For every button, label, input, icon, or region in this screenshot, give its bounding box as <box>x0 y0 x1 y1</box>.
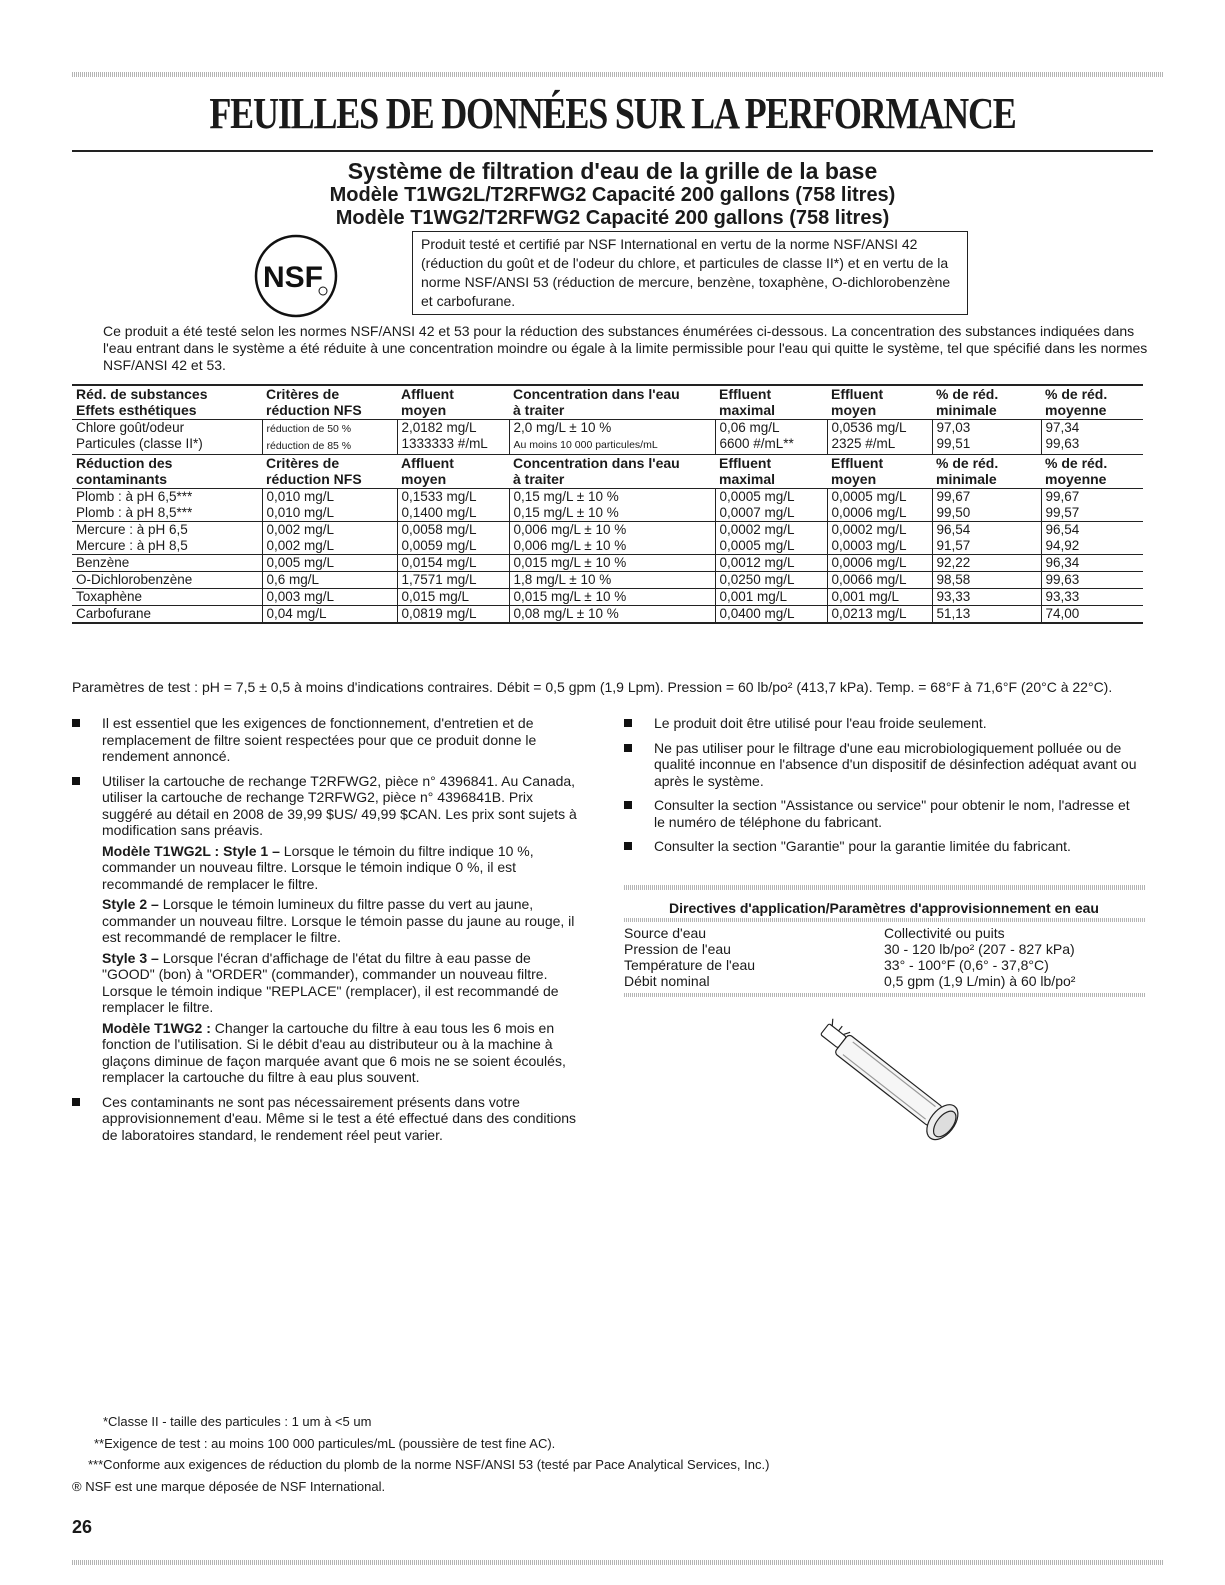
table-cell: 98,58 <box>932 572 1041 589</box>
table-cell: 0,0819 mg/L <box>397 606 509 624</box>
top-dotted-rule <box>72 72 1163 77</box>
table-cell: 96,34 <box>1041 555 1143 572</box>
bullet-icon <box>624 719 632 727</box>
table-cell: 0,003 mg/L <box>262 589 397 606</box>
table-cell: 0,015 mg/L <box>397 589 509 606</box>
table-cell: 0,04 mg/L <box>262 606 397 624</box>
directives-top-rule <box>624 885 1145 890</box>
table-cell: 0,0002 mg/L 0,0005 mg/L <box>715 522 827 555</box>
table-cell: 97,03 99,51 <box>932 420 1041 455</box>
bullet-icon <box>72 777 80 785</box>
table-row <box>72 589 1143 606</box>
footnote-3: ***Conforme aux exigences de réduction du plomb de la norme NSF/ANSI 53 (testé par Pace Analytical Services, Inc.) <box>88 1457 770 1472</box>
table-header-contaminants <box>72 455 1143 489</box>
table-cell: 92,22 <box>932 555 1041 572</box>
column-header: Affluent moyen <box>397 385 509 420</box>
table-cell: 93,33 <box>1041 589 1143 606</box>
table-cell: 51,13 <box>932 606 1041 624</box>
table-cell: 0,0005 mg/L 0,0007 mg/L <box>715 489 827 522</box>
table-row <box>72 555 1143 572</box>
performance-table <box>72 384 1143 624</box>
table-cell: Plomb : à pH 6,5*** Plomb : à pH 8,5*** <box>72 489 262 522</box>
table-cell: 0,0536 mg/L 2325 #/mL <box>827 420 932 455</box>
list-item: Consulter la section "Assistance ou service" pour obtenir le nom, l'adresse et le numéro de téléphone du fabricant. <box>624 797 1144 830</box>
table-cell: 0,010 mg/L 0,010 mg/L <box>262 489 397 522</box>
left-column <box>72 715 587 1151</box>
bullet-icon <box>72 719 80 727</box>
right-column <box>624 715 1144 863</box>
table-cell: 2,0182 mg/L 1333333 #/mL <box>397 420 509 455</box>
table-row <box>72 489 1143 522</box>
table-cell: 0,0005 mg/L 0,0006 mg/L <box>827 489 932 522</box>
table-row <box>72 606 1143 624</box>
bottom-dotted-rule <box>72 1560 1163 1565</box>
table-row <box>72 522 1143 555</box>
bullet-icon <box>624 801 632 809</box>
table-cell: O-Dichlorobenzène <box>72 572 262 589</box>
directives-table <box>624 925 1144 989</box>
table-cell: 74,00 <box>1041 606 1143 624</box>
table-cell: 1,8 mg/L ± 10 % <box>509 572 715 589</box>
table-cell: 0,002 mg/L 0,002 mg/L <box>262 522 397 555</box>
table-cell: Benzène <box>72 555 262 572</box>
title-rule <box>72 150 1153 152</box>
table-cell: 0,0058 mg/L 0,0059 mg/L <box>397 522 509 555</box>
table-cell: 0,015 mg/L ± 10 % <box>509 589 715 606</box>
table-cell: 0,0006 mg/L <box>827 555 932 572</box>
directive-row: Débit nominal 0,5 gpm (1,9 L/min) à 60 lb/po² <box>624 973 1076 989</box>
nsf-logo-text: NSF <box>263 261 323 294</box>
system-subtitle: Système de filtration d'eau de la grille de la base <box>347 158 878 184</box>
certification-box: Produit testé et certifié par NSF International en vertu de la norme NSF/ANSI 42 (réduction du goût et de l'odeur du chlore, et particules de classe II*) et en vertu de la norme NSF/ANSI 53 (réduction de mercure, benzène, toxaphène, O-dichlorobenzène et carbofurane. <box>412 231 968 315</box>
column-header: % de réd. moyenne <box>1041 455 1143 489</box>
filter-cartridge-icon <box>790 1010 980 1170</box>
directives-sub-rule <box>624 918 1145 922</box>
column-header: Affluent moyen <box>397 455 509 489</box>
column-header: Critères de réduction NFS <box>262 455 397 489</box>
model-line-1: Modèle T1WG2L/T2RFWG2 Capacité 200 gallons (758 litres) <box>329 184 896 206</box>
list-item: Il est essentiel que les exigences de fonctionnement, d'entretien et de remplacement de filtre soient respectées pour que ce produit donne le rendement annoncé. <box>72 715 587 765</box>
table-cell: Mercure : à pH 6,5 Mercure : à pH 8,5 <box>72 522 262 555</box>
column-header: Réduction des contaminants <box>72 455 262 489</box>
bullet-icon <box>72 1098 80 1106</box>
list-item: Ne pas utiliser pour le filtrage d'une eau microbiologiquement polluée ou de qualité inconnue en l'absence d'un dispositif de désinfection adéquat avant ou après le système. <box>624 740 1144 790</box>
directives-title: Directives d'application/Paramètres d'approvisionnement en eau <box>669 900 1099 916</box>
table-cell: 97,34 99,63 <box>1041 420 1143 455</box>
table-cell: 0,006 mg/L ± 10 % 0,006 mg/L ± 10 % <box>509 522 715 555</box>
bullet-icon <box>624 842 632 850</box>
table-cell: 0,15 mg/L ± 10 % 0,15 mg/L ± 10 % <box>509 489 715 522</box>
table-cell: 0,1533 mg/L 0,1400 mg/L <box>397 489 509 522</box>
table-cell: 93,33 <box>932 589 1041 606</box>
table-cell: Chlore goût/odeur Particules (classe II*) <box>72 420 262 455</box>
table-cell: 0,0154 mg/L <box>397 555 509 572</box>
list-item: Utiliser la cartouche de rechange T2RFWG2, pièce n° 4396841. Au Canada, utiliser la cartouche de rechange T2RFWG2, pièce n° 4396841B. Prix suggéré au détail en 2008 de 39,99 $US/ 49,99 $CAN. Les prix sont sujets à modification sans préavis. Modèle T1WG2L : Style 1 – Lorsque le témoin du filtre indique 10 %, commander un nouveau filtre. Lorsque le témoin indique 0 %, il est recommandé de remplacer le filtre. Style 2 – Lorsque le témoin lumineux du filtre passe du vert au jaune, commander un nouveau filtre. Lorsque le témoin passe du jaune au rouge, il est recommandé de remplacer le filtre. Style 3 – Lorsque l'écran d'affichage de l'état du filtre à eau passe de "GOOD" (bon) à "ORDER" (commander), commander un nouveau filtre. Lorsque le témoin indique "REPLACE" (remplacer), il est recommandé de remplacer le filtre. Modèle T1WG2 : Changer la cartouche du filtre à eau tous les 6 mois en fonction de l'utilisation. Si le débit d'eau au distributeur ou à la machine à glaçons diminue de façon marquée avant que 6 mois ne se soient écoulés, remplacer la cartouche du filtre à eau plus souvent. <box>72 773 587 1086</box>
table-cell: 0,005 mg/L <box>262 555 397 572</box>
column-header: Réd. de substances Effets esthétiques <box>72 385 262 420</box>
table-row <box>72 420 1143 455</box>
list-item: Ces contaminants ne sont pas nécessairement présents dans votre approvisionnement d'eau. Même si le test a été effectué dans des conditions de laboratoires standard, le rendement réel peut varier. <box>72 1094 587 1144</box>
page-number: 26 <box>72 1517 93 1537</box>
column-header: Effluent maximal <box>715 455 827 489</box>
column-header: Effluent maximal <box>715 385 827 420</box>
table-cell: Carbofurane <box>72 606 262 624</box>
column-header: Critères de réduction NFS <box>262 385 397 420</box>
table-header-aesthetic <box>72 385 1143 420</box>
column-header: Concentration dans l'eau à traiter <box>509 455 715 489</box>
column-header: % de réd. minimale <box>932 385 1041 420</box>
table-cell: 0,0012 mg/L <box>715 555 827 572</box>
directive-row: Source d'eau Collectivité ou puits <box>624 925 1005 941</box>
list-item: Consulter la section "Garantie" pour la garantie limitée du fabricant. <box>624 838 1144 855</box>
table-cell: 96,54 94,92 <box>1041 522 1143 555</box>
table-cell: 0,015 mg/L ± 10 % <box>509 555 715 572</box>
table-cell: 0,06 mg/L 6600 #/mL** <box>715 420 827 455</box>
table-cell: 0,0066 mg/L <box>827 572 932 589</box>
column-header: % de réd. moyenne <box>1041 385 1143 420</box>
bullet-icon <box>624 744 632 752</box>
table-cell: 1,7571 mg/L <box>397 572 509 589</box>
table-cell: 0,0213 mg/L <box>827 606 932 624</box>
column-header: Concentration dans l'eau à traiter <box>509 385 715 420</box>
intro-paragraph: Ce produit a été testé selon les normes NSF/ANSI 42 et 53 pour la réduction des substances énumérées ci-dessous. La concentration des substances indiquées dans l'eau entrant dans le système a été réduite à une concentration moindre ou égale à la limite permissible pour l'eau qui quitte le système, tel que spécifié dans les normes NSF/ANSI 42 et 53. <box>103 323 1148 373</box>
nsf-logo-icon <box>253 233 339 319</box>
column-header: Effluent moyen <box>827 385 932 420</box>
table-cell: 0,0250 mg/L <box>715 572 827 589</box>
table-cell: 99,67 99,57 <box>1041 489 1143 522</box>
footnote-2: **Exigence de test : au moins 100 000 particules/mL (poussière de test fine AC). <box>94 1436 556 1451</box>
list-item: Le produit doit être utilisé pour l'eau froide seulement. <box>624 715 1144 732</box>
table-cell: 0,0400 mg/L <box>715 606 827 624</box>
table-cell: 0,001 mg/L <box>827 589 932 606</box>
table-cell: 99,63 <box>1041 572 1143 589</box>
column-header: Effluent moyen <box>827 455 932 489</box>
footnote-4: ® NSF est une marque déposée de NSF International. <box>72 1479 386 1494</box>
table-cell: Toxaphène <box>72 589 262 606</box>
table-row <box>72 572 1143 589</box>
directive-row: Température de l'eau 33° - 100°F (0,6° - 37,8°C) <box>624 957 1049 973</box>
table-cell: 0,001 mg/L <box>715 589 827 606</box>
table-cell: 99,67 99,50 <box>932 489 1041 522</box>
table-cell: 0,6 mg/L <box>262 572 397 589</box>
model-line-2: Modèle T1WG2/T2RFWG2 Capacité 200 gallons (758 litres) <box>335 207 890 229</box>
table-cell: 96,54 91,57 <box>932 522 1041 555</box>
directives-bottom-rule <box>624 993 1145 997</box>
test-parameters: Paramètres de test : pH = 7,5 ± 0,5 à moins d'indications contraires. Débit = 0,5 gpm (1,9 Lpm). Pression = 60 lb/po² (413,7 kPa). Temp. = 68°F à 71,6°F (20°C à 22°C). <box>72 679 1113 695</box>
table-cell: 2,0 mg/L ± 10 % Au moins 10 000 particules/mL <box>509 420 715 455</box>
directive-row: Pression de l'eau 30 - 120 lb/po² (207 - 827 kPa) <box>624 941 1075 957</box>
table-cell: 0,08 mg/L ± 10 % <box>509 606 715 624</box>
column-header: % de réd. minimale <box>932 455 1041 489</box>
footnote-1: *Classe II - taille des particules : 1 um à <5 um <box>103 1414 372 1429</box>
page-title: FEUILLES DE DONNÉES SUR LA PERFORMANCE <box>209 89 1016 138</box>
table-cell: réduction de 50 % réduction de 85 % <box>262 420 397 455</box>
table-cell: 0,0002 mg/L 0,0003 mg/L <box>827 522 932 555</box>
